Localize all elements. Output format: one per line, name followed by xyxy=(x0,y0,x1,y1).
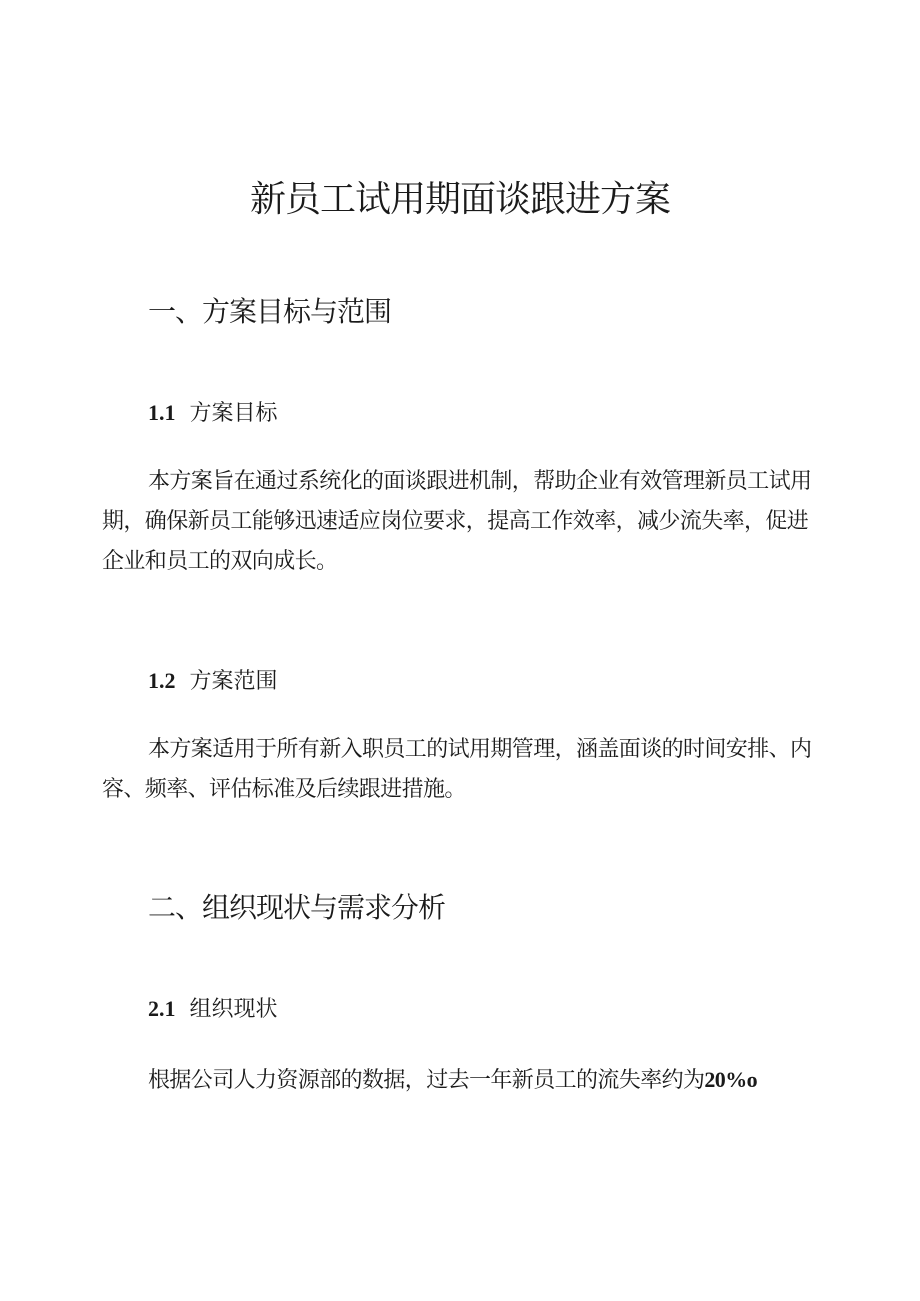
subsection-title: 组织现状 xyxy=(189,997,278,1022)
subsection-number: 1.2 xyxy=(148,668,176,693)
subsection-title: 方案范围 xyxy=(189,669,278,694)
paragraph-text: 根据公司人力资源部的数据，过去一年新员工的流失率约为 xyxy=(148,1068,705,1093)
paragraph-2-1 xyxy=(102,1060,842,1101)
paragraph-1-1: 本方案旨在通过系统化的面谈跟进机制，帮助企业有效管理新员工试用期，确保新员工能够迅速适应岗位要求，提高工作效率，减少流失率，促进企业和员工的双向成长。 xyxy=(102,469,812,574)
subsection-heading-1-2 xyxy=(148,666,278,697)
subsection-heading-2-1 xyxy=(148,994,278,1025)
subsection-title: 方案目标 xyxy=(189,401,278,426)
section-heading-2: 二、组织现状与需求分析 xyxy=(148,891,446,924)
paragraph-1-2: 本方案适用于所有新入职员工的试用期管理，涵盖面谈的时间安排、内容、频率、评估标准及后续跟进措施。 xyxy=(102,737,812,802)
subsection-heading-1-1 xyxy=(148,398,278,429)
subsection-number: 2.1 xyxy=(148,996,176,1021)
document-title: 新员工试用期面谈跟进方案 xyxy=(249,179,670,220)
section-heading-1: 一、方案目标与范围 xyxy=(148,295,392,328)
subsection-number: 1.1 xyxy=(148,400,176,425)
attrition-rate-figure: 20%o xyxy=(704,1067,758,1092)
